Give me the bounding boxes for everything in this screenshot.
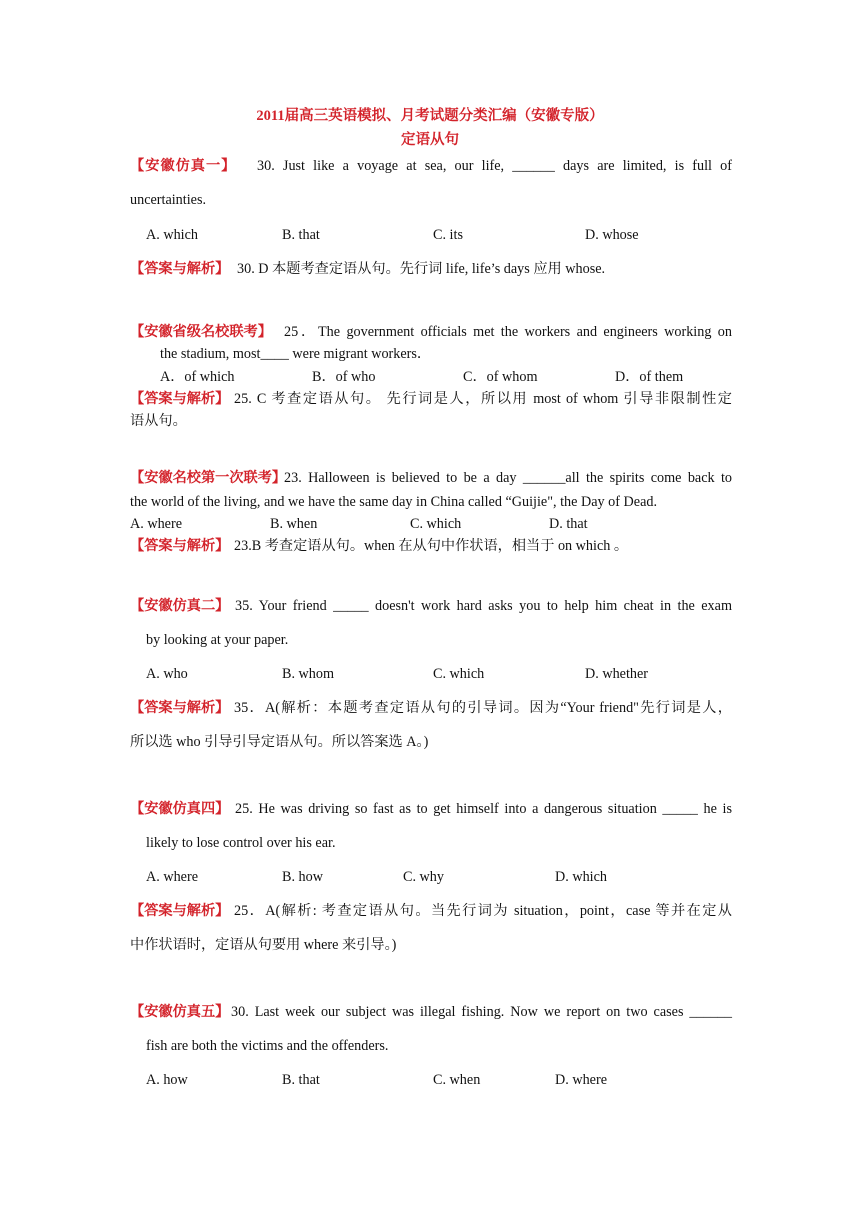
question-text-cont: by looking at your paper. bbox=[146, 632, 289, 648]
option-c: C. which bbox=[433, 666, 485, 682]
question-text-cont: likely to lose control over his ear. bbox=[146, 835, 336, 851]
answer-label: 【答案与解析】 bbox=[130, 903, 230, 919]
option-d: D. whose bbox=[585, 227, 639, 243]
option-d: D. where bbox=[555, 1072, 607, 1088]
option-c: C. why bbox=[403, 869, 444, 885]
question-text: 25．The government officials met the workers and engineers working on bbox=[284, 324, 732, 340]
question-text: 25. He was driving so fast as to get himself into a dangerous situation _____ he is bbox=[235, 801, 732, 817]
option-d: D. which bbox=[555, 869, 608, 885]
option-b: B. when bbox=[270, 516, 318, 532]
answer-label: 【答案与解析】 bbox=[130, 538, 230, 554]
option-d: D．of them bbox=[615, 369, 684, 385]
option-a: A．of which bbox=[160, 369, 235, 385]
question-text-cont: the world of the living, and we have the same day in China called “Guijie", the Day of Dead. bbox=[130, 494, 658, 510]
question-text: 30. Just like a voyage at sea, our life, ______ days are limited, is full of bbox=[257, 158, 732, 174]
option-b: B. that bbox=[282, 227, 320, 243]
question-source: 【安徽仿真一】 bbox=[130, 158, 237, 174]
option-b: B. that bbox=[282, 1072, 320, 1088]
answer-label: 【答案与解析】 bbox=[130, 261, 230, 277]
answer-text-cont: 所以选 who 引导引导定语从句。所以答案选 A。) bbox=[130, 734, 429, 750]
option-b: B. how bbox=[282, 869, 323, 885]
question-source: 【安徽仿真四】 bbox=[130, 801, 230, 817]
option-a: A. where bbox=[130, 516, 182, 532]
option-b: B. whom bbox=[282, 666, 335, 682]
question-text-cont: the stadium, most____ were migrant workers． bbox=[160, 346, 432, 362]
option-d: D. that bbox=[549, 516, 588, 532]
option-a: A. who bbox=[146, 666, 188, 682]
question-source: 【安徽名校第一次联考】 bbox=[130, 470, 287, 486]
option-a: A. how bbox=[146, 1072, 188, 1088]
option-c: C. its bbox=[433, 227, 463, 243]
answer-text: 25．A(解析: 考查定语从句。当先行词为 situation，point，case 等并在定从 bbox=[234, 903, 732, 919]
answer-text: 25. C 考查定语从句。 先行词是人，所以用 most of whom 引导非限制性定 bbox=[234, 391, 732, 407]
option-c: C. when bbox=[433, 1072, 481, 1088]
question-text: 35. Your friend _____ doesn't work hard asks you to help him cheat in the exam bbox=[235, 598, 732, 614]
document-subtitle: 定语从句 bbox=[401, 132, 459, 148]
answer-text-cont: 语从句。 bbox=[130, 413, 187, 429]
question-text: 30. Last week our subject was illegal fishing. Now we report on two cases ______ bbox=[231, 1004, 732, 1020]
question-source: 【安徽省级名校联考】 bbox=[130, 324, 272, 340]
question-source: 【安徽仿真五】 bbox=[130, 1004, 230, 1020]
answer-label: 【答案与解析】 bbox=[130, 700, 230, 716]
answer-text-cont: 中作状语时，定语从句要用 where 来引导。) bbox=[130, 937, 397, 953]
question-text-cont: uncertainties. bbox=[130, 192, 207, 208]
answer-text: 23.B 考查定语从句。when 在从句中作状语，相当于 on which 。 bbox=[234, 538, 629, 554]
answer-text: 35．A(解析：本题考查定语从句的引导词。因为“Your friend"先行词是人， bbox=[234, 700, 732, 716]
question-text-cont: fish are both the victims and the offenders. bbox=[146, 1038, 389, 1054]
document-title: 2011届高三英语模拟、月考试题分类汇编（安徽专版） bbox=[256, 108, 604, 124]
question-source: 【安徽仿真二】 bbox=[130, 598, 230, 614]
question-text: 23. Halloween is believed to be a day ______all the spirits come back to bbox=[284, 470, 732, 486]
option-c: C. which bbox=[410, 516, 462, 532]
answer-text: 30. D 本题考查定语从句。先行词 life, life’s days 应用 whose. bbox=[237, 261, 606, 277]
option-d: D. whether bbox=[585, 666, 649, 682]
option-a: A. where bbox=[146, 869, 198, 885]
option-b: B．of who bbox=[312, 369, 376, 385]
option-a: A. which bbox=[146, 227, 199, 243]
answer-label: 【答案与解析】 bbox=[130, 391, 230, 407]
option-c: C．of whom bbox=[463, 369, 538, 385]
